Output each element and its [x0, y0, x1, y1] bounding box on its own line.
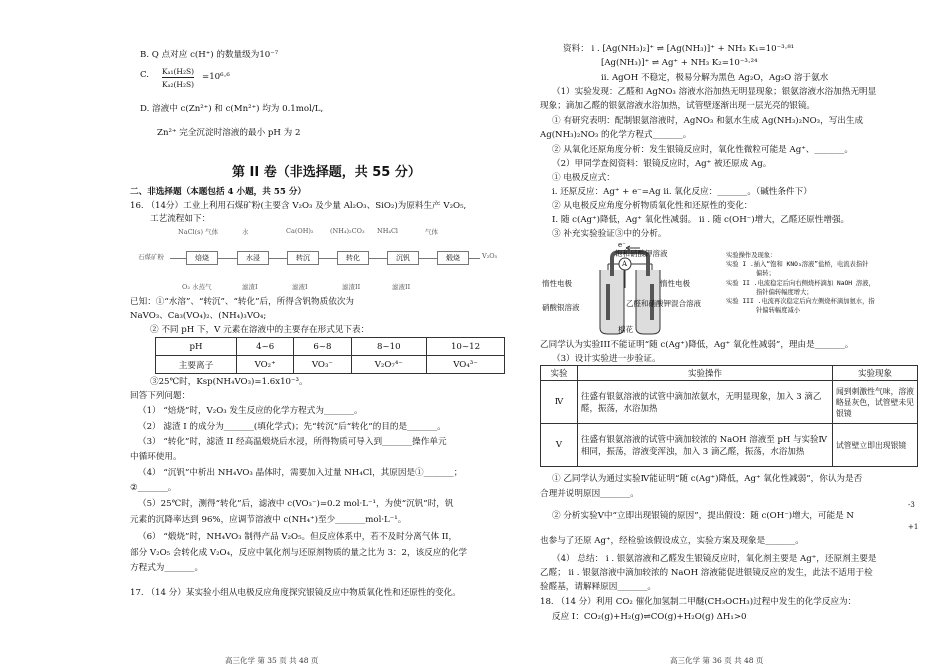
p3: （3）设计实验进一步验证。 [552, 354, 661, 364]
reference-2: [Ag(NH₃)]⁺ ⇌ Ag⁺ + NH₃ K₂=10⁻³·²⁴ [601, 58, 758, 68]
q16-5b: 元素的沉降率达到 96%，应调节溶液中 c(NH₄⁺)至少_______mol·L⁻¹。 [130, 515, 407, 525]
page-footer-left: 高三化学 第 35 页 共 48 页 [225, 656, 319, 665]
page-footer-right: 高三化学 第 36 页 共 48 页 [670, 656, 764, 665]
option-d-line1: D. 溶液中 c(Zn²⁺) 和 c(Mn²⁺) 均为 0.1mol/L, [140, 104, 324, 114]
p1b: 现象；滴加乙醛的银氨溶液水浴加热，试管壁逐渐出现一层光亮的银镜。 [540, 101, 816, 111]
known-2: NaVO₃、Ca₃(VO₄)₂、(NH₄)₃VO₄; [130, 311, 267, 321]
flow-box-4: 转化 [337, 251, 369, 265]
table-row [541, 381, 918, 424]
ph-table-row [156, 338, 505, 356]
flow-box-5: 沉钒 [387, 251, 419, 265]
flow-start: 石煤矿粉 [138, 253, 164, 261]
q18-reaction-1: 反应 I：CO₂(g)+H₂(g)⇌CO(g)+H₂O(g) ΔH₁>0 [552, 612, 747, 622]
p1d: Ag(NH₃)₂NO₃ 的化学方程式_______。 [540, 130, 692, 140]
ph-cell: pH [156, 338, 237, 356]
p1c: ① 有研究表明：配制银氨溶液时，AgNO₃ 和氨水生成 Ag(NH₃)₂NO₃，写出生成 [552, 116, 864, 126]
ph-cell: VO₂⁺ [237, 356, 294, 374]
flow-top-label-5: NH₄Cl [377, 227, 399, 235]
option-d-line2: Zn²⁺ 完全沉淀时溶液的最小 pH 为 2 [157, 128, 301, 138]
electrochemistry-diagram [540, 240, 920, 338]
ph-cell: VO₄³⁻ [427, 356, 505, 374]
q16-4b: ②_______。 [130, 483, 177, 493]
diagram-note-6: 实验 III .电流再次稳定后向左侧烧杯滴加氨水，指 [726, 298, 875, 305]
salt-bridge-label: 饱和硝酸钾溶液 [615, 249, 668, 258]
diagram-note-1: 实验操作及现象： [726, 252, 777, 259]
p2d: I. 随 c(Ag⁺)降低，Ag⁺ 氧化性减弱。 ii . 随 c(OH⁻)增大，乙醛还原性增强。 [552, 215, 850, 225]
p3d: 也参与了还原 Ag⁺，经检验该假设成立，实验方案及现象是_______。 [540, 536, 804, 546]
q16-6a: （6） “煅烧”时，NH₄VO₃ 制得产品 V₂O₅。但反应体系中，若不及时分离气体 II， [138, 532, 458, 542]
exp-phenomenon: 闻到刺激性气味，溶液略显灰色，试管壁未见银镜 [833, 381, 918, 424]
known-4: ③25℃时，Ksp(NH₄VO₃)=1.6x10⁻³。 [150, 377, 308, 387]
flow-end: V₂O₅ [482, 252, 498, 260]
ammeter-label: A [622, 260, 628, 268]
known-3: ② 不同 pH 下，V 元素在溶液中的主要存在形式见下表： [150, 325, 370, 335]
p2f: 乙同学认为实验III不能证明“随 c(Ag⁺)降低，Ag⁺ 氧化性减弱”，理由是_______。 [540, 340, 854, 350]
p1e: ② 从氧化还原角度分析：发生银镜反应时，氧化性微粒可能是 Ag⁺、_______。 [552, 145, 854, 155]
cotton-label: 棉花 [618, 325, 633, 334]
q17-intro: 17. （14 分）某实验小组从电极反应角度探究银镜反应中物质氧化性和还原性的变化。 [130, 588, 461, 598]
process-flow-diagram [120, 224, 505, 296]
diagram-note-5: 指针偏转幅度增大； [756, 289, 813, 296]
p4b: 乙醛； ii . 银氨溶液中滴加较浓的 NaOH 溶液能促进银镜反应的发生，此法不适用于检 [540, 568, 873, 578]
flow-top-label-3: Ca(OH)₂ [286, 227, 314, 235]
q16-2: （2） 滤渣 I 的成分为_______(填化学式)；先“转沉”后“转化”的目的是_______。 [138, 422, 446, 432]
q16-3a: （3） “转化”时，滤渣 II 经高温煅烧后水浸，所得物质可导入到_______操作单元 [138, 437, 447, 447]
right-solution-label: 乙醛和硝酸钾混合溶液 [626, 299, 701, 308]
experiment-table-header [541, 366, 918, 381]
flow-box-6: 煅烧 [437, 251, 469, 265]
flow-top-label-4: (NH₄)₂CO₃ [330, 227, 365, 235]
flow-top-label-1: NaCl(s) 气体 [178, 228, 219, 236]
flow-box-3: 转沉 [287, 251, 319, 265]
q18-intro: 18. （14 分）利用 CO₂ 催化加氢制二甲醚(CH₃OCH₃)过程中发生的化学反应为： [540, 597, 857, 607]
reference-3: ii. AgOH 不稳定，极易分解为黑色 Ag₂O，Ag₂O 溶于氨水 [601, 73, 829, 83]
section-title: 第 II 卷（非选择题，共 55 分） [232, 165, 421, 180]
q16-6c: 方程式为_______。 [130, 563, 204, 573]
p2b: i. 还原反应：Ag⁺ + e⁻=Ag ii. 氧化反应：_______。（碱性条件下） [552, 187, 812, 197]
ph-cell: V₂O₇⁴⁻ [351, 356, 426, 374]
table-row [541, 424, 918, 467]
ph-cell: 主要离子 [156, 356, 237, 374]
p2e: ③ 补充实验验证③中的分析。 [552, 229, 667, 239]
left-electrode-label: 惰性电极 [542, 279, 572, 288]
exp-id: Ⅴ [541, 424, 578, 467]
p3b: 合理并说明原因_______。 [540, 489, 639, 499]
header-cell: 实验操作 [578, 366, 833, 381]
q16-4a: （4） “沉钒”中析出 NH₄VO₃ 晶体时，需要加入过量 NH₄Cl，其原因是①_______； [138, 468, 463, 478]
left-solution-label: 硝酸银溶液 [542, 303, 580, 312]
option-c-denominator: Kₐ₂(H₂S) [162, 80, 195, 89]
header-cell: 实验 [541, 366, 578, 381]
option-c-prefix: C. [140, 70, 150, 80]
ph-table-row [156, 356, 505, 374]
q16-intro-line2: 工艺流程如下： [150, 214, 211, 224]
p3c-subscript: +1 [908, 523, 919, 531]
answer-prompt: 回答下列问题： [130, 391, 191, 401]
option-c-value: =10⁶·⁶ [202, 72, 230, 82]
ph-cell: 6~8 [294, 338, 351, 356]
section-subtitle: 二、非选择题（本题包括 4 小题，共 55 分） [130, 187, 307, 197]
p3c-superscript: -3 [908, 501, 915, 509]
ph-table [155, 337, 505, 374]
q16-6b: 部分 V₂O₅ 会转化成 V₂O₄，反应中氧化剂与还原剂物质的量之比为 3：2，该反应的化学 [130, 548, 468, 558]
header-cell: 实验现象 [833, 366, 918, 381]
q16-5a: （5）25℃时，测得“转化”后，滤液中 c(VO₃⁻)=0.2 mol·L⁻¹，为使“沉钒”时，钒 [138, 499, 454, 509]
flow-bottom-label-2: 滤渣I [242, 283, 258, 291]
flow-bottom-label-3: 滤液I [292, 283, 308, 291]
flow-box-2: 水浸 [237, 251, 269, 265]
diagram-note-7: 针偏转幅度减小 [756, 307, 801, 314]
p4c: 验醛基，请解释原因_______。 [540, 582, 657, 592]
ph-cell: 8~10 [351, 338, 426, 356]
flow-bottom-label-1: O₂ 水蒸气 [182, 283, 212, 291]
right-electrode-label: 惰性电极 [660, 279, 690, 288]
exp-id: Ⅳ [541, 381, 578, 424]
diagram-note-4: 实验 II .电流稳定后向右侧烧杯滴加 NaOH 溶液， [726, 280, 875, 287]
p1a: （1）实验发现：乙醛和 AgNO₃ 溶液水浴加热无明显现象；银氨溶液水浴加热无明显 [552, 87, 877, 97]
reference-1: 资料： i . [Ag(NH₃)₂]⁺ ⇌ [Ag(NH₃)]⁺ + NH₃ K₁=10⁻³·⁸¹ [563, 44, 795, 54]
p2: （2）甲同学查阅资料：银镜反应时，Ag⁺ 被还原成 Ag。 [552, 159, 772, 169]
flow-top-label-2: 水 [242, 228, 249, 236]
p4a: （4） 总结： i . 银氨溶液和乙醛发生银镜反应时，氧化剂主要是 Ag⁺，还原剂主要是 [552, 554, 877, 564]
ph-cell: 10~12 [427, 338, 505, 356]
p3a: ① 乙同学认为通过实验Ⅳ能证明“随 c(Ag⁺)降低，Ag⁺ 氧化性减弱”，你认为是否 [552, 474, 863, 484]
q16-3b: 中循环使用。 [130, 452, 182, 462]
flow-top-label-6: 气体 [425, 228, 438, 236]
flow-box-1: 焙烧 [186, 251, 218, 265]
ph-cell: VO₃⁻ [294, 356, 351, 374]
p3c: ② 分析实验Ⅴ中“立即出现银镜的原因”，提出假设：随 c(OH⁻)增大，可能是 N [552, 511, 854, 521]
flow-bottom-label-4: 滤渣II [342, 283, 361, 291]
exp-operation: 往盛有银氨溶液的试管中滴加浓氨水，无明显现象，加入 3 滴乙醛，振荡，水浴加热 [578, 381, 833, 424]
exp-operation: 往盛有银氨溶液的试管中滴加较浓的 NaOH 溶液至 pH 与实验Ⅳ相同，振荡，溶液变浑浊，加入 3 滴乙醛，振荡，水浴加热 [578, 424, 833, 467]
known-1: 已知：①“水溶”、“转沉”、“转化”后，所得含钒物质依次为 [130, 297, 355, 307]
option-c-numerator: Kₐ₁(H₂S) [162, 67, 195, 76]
ph-cell: 4~6 [237, 338, 294, 356]
option-b: B. Q 点对应 c(H⁺) 的数量级为10⁻⁷ [140, 50, 279, 60]
q16-intro-line1: 16. （14分）工业上利用石煤矿粉(主要含 V₂O₃ 及少量 Al₂O₃、SiO₂)为原料生产 V₂O₅, [130, 201, 467, 211]
electron-label: e⁻ [618, 241, 626, 249]
q16-1: （1） “焙烧”时，V₂O₃ 发生反应的化学方程式为_______。 [138, 406, 363, 416]
p2c: ② 从电极反应角度分析物质氧化性和还原性的变化： [552, 201, 753, 211]
p2a: ① 电极反应式： [552, 173, 615, 183]
diagram-note-2: 实验 I .插入“饱和 KNO₃溶液”盐桥，电流表指针 [726, 261, 869, 268]
flow-bottom-label-5: 滤液II [392, 283, 411, 291]
diagram-note-3: 偏转； [756, 270, 775, 277]
exp-phenomenon: 试管壁立即出现银镜 [833, 424, 918, 467]
experiment-table [540, 365, 918, 467]
